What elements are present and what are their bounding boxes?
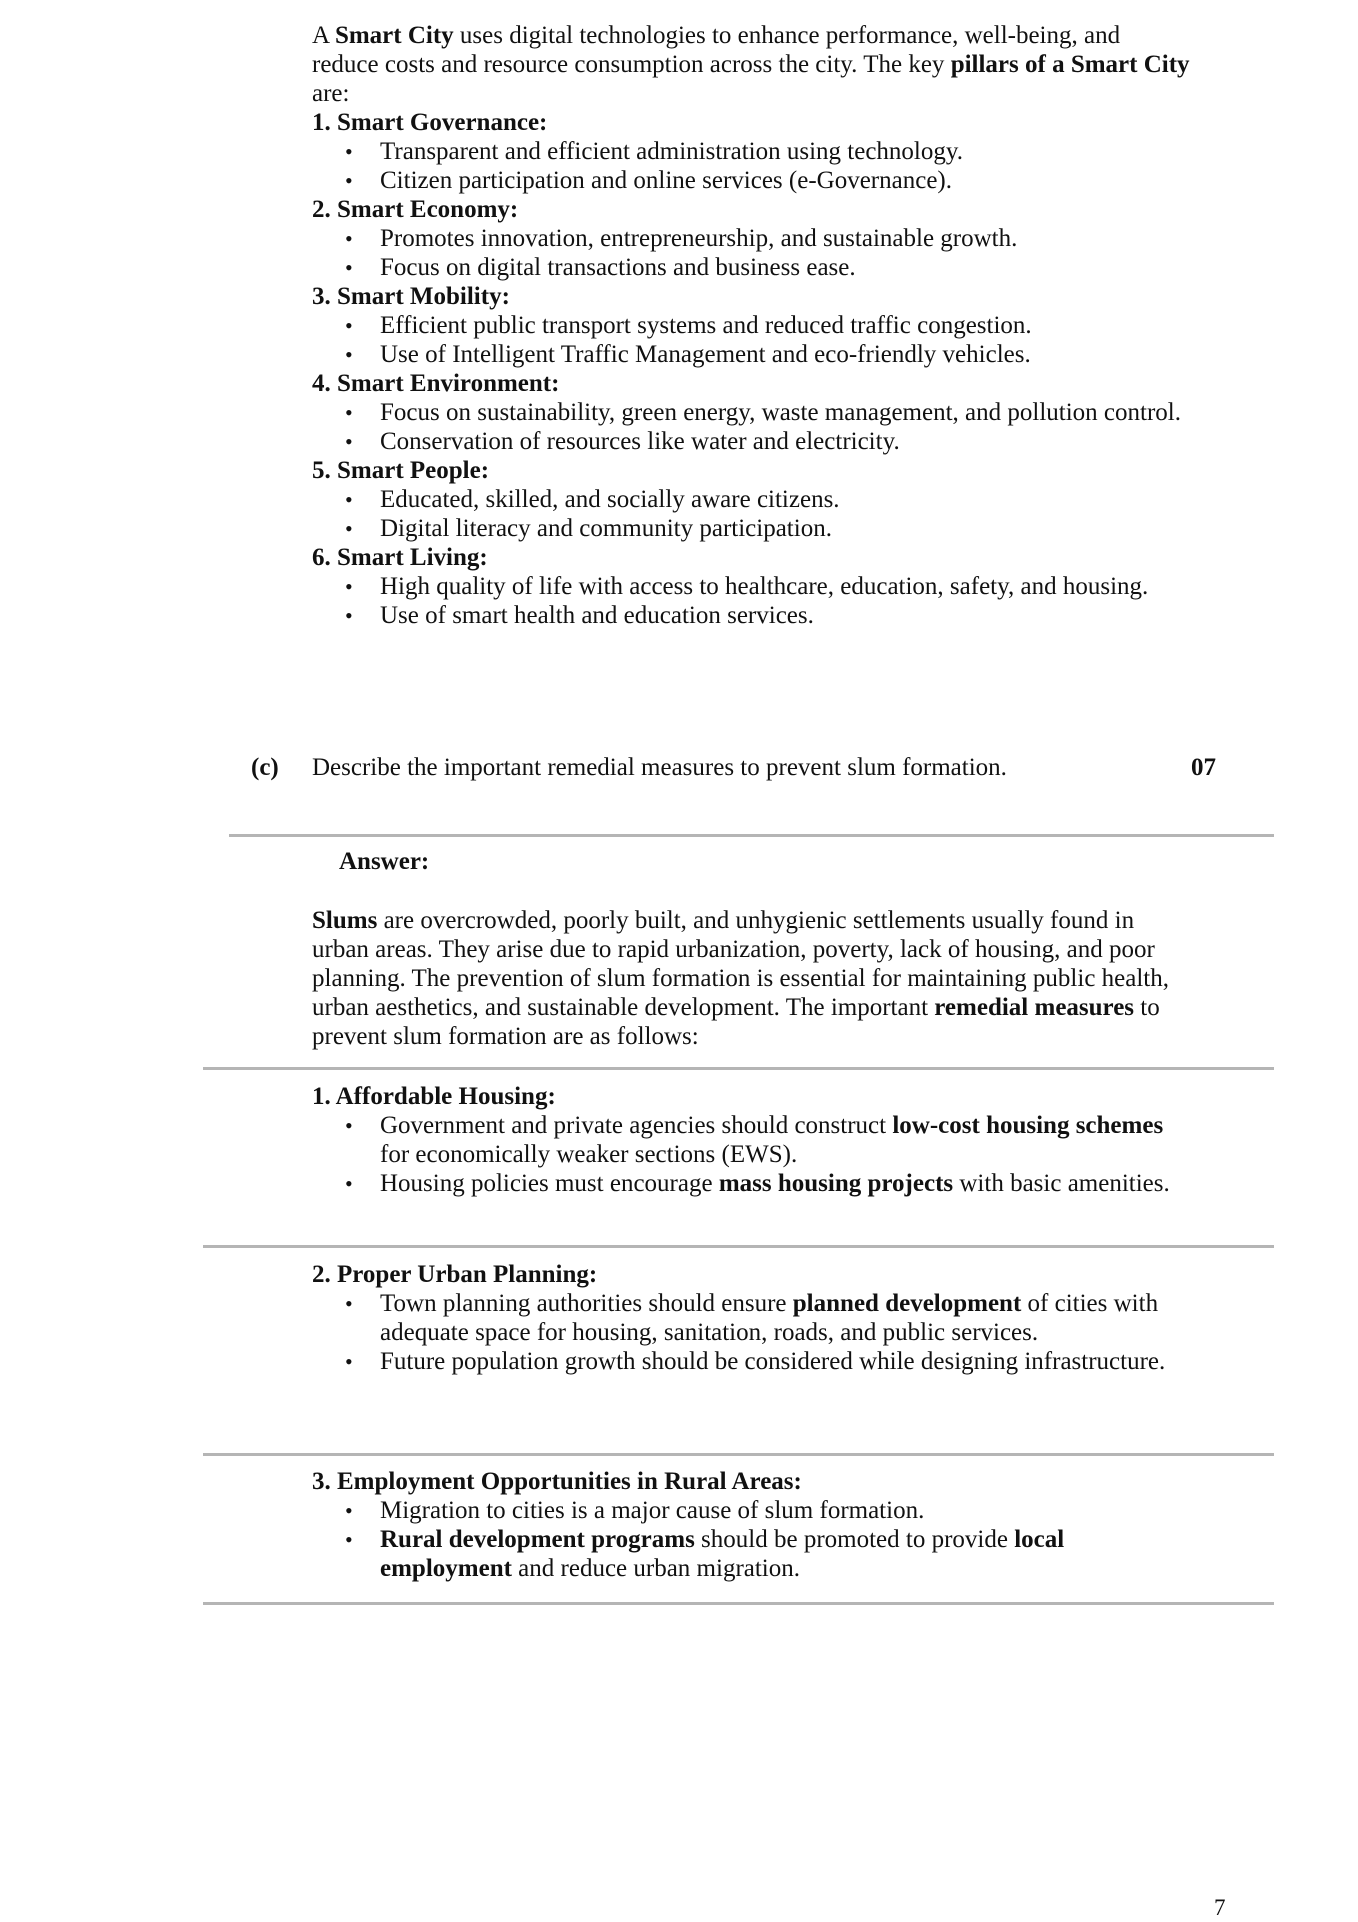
bold-text: mass housing projects — [718, 1170, 954, 1197]
section-heading: 1. Affordable Housing: — [312, 1083, 556, 1110]
text-run: should be promoted to provide — [694, 1526, 1015, 1553]
bullet-item — [312, 427, 1192, 456]
measure-section — [312, 1260, 1192, 1376]
bullet-item — [312, 137, 1192, 166]
answer-intro-paragraph — [312, 906, 1192, 1051]
text-run: Efficient public transport systems and reduced traffic congestion. — [380, 312, 1032, 339]
answer-intro — [312, 906, 1192, 1051]
bullet-item — [312, 1169, 1192, 1198]
text-run: Digital literacy and community participation. — [380, 515, 832, 542]
section-heading: 2. Smart Economy: — [312, 196, 519, 223]
divider — [203, 1602, 1274, 1605]
section-heading: 3. Employment Opportunities in Rural Areas: — [312, 1468, 802, 1495]
pillars-list — [312, 108, 1192, 630]
text-run: Citizen participation and online services (e-Governance). — [380, 167, 952, 194]
bullet-item — [312, 572, 1192, 601]
text-run: Focus on digital transactions and business ease. — [380, 254, 856, 281]
bullet-item — [312, 224, 1192, 253]
bullet-item — [312, 340, 1192, 369]
bullet-item — [312, 485, 1192, 514]
text-run: Housing policies must encourage — [380, 1170, 719, 1197]
text-run: Educated, skilled, and socially aware citizens. — [380, 486, 840, 513]
text-run: Transparent and efficient administration using technology. — [380, 138, 963, 165]
bold-text: local employment — [380, 1526, 1065, 1582]
bullet-list — [312, 1289, 1192, 1376]
bold-text: Smart City — [334, 22, 454, 49]
bold-text: pillars of a Smart City — [950, 51, 1190, 78]
smart-city-section — [312, 21, 1192, 630]
text-run: are: — [312, 80, 350, 107]
text-run: Town planning authorities should ensure — [380, 1290, 793, 1317]
bullet-list — [312, 485, 1192, 543]
text-run: High quality of life with access to healthcare, education, safety, and housing. — [380, 573, 1149, 600]
text-run: Focus on sustainability, green energy, waste management, and pollution control. — [380, 399, 1181, 426]
text-run: Future population growth should be considered while designing infrastructure. — [380, 1348, 1166, 1375]
text-run: with basic amenities. — [953, 1170, 1170, 1197]
bullet-list — [312, 1496, 1192, 1583]
bullet-item — [312, 1347, 1192, 1376]
text-run: A — [312, 22, 335, 49]
bold-text: remedial measures — [934, 994, 1135, 1021]
intro-paragraph — [312, 21, 1192, 108]
bullet-list — [312, 1111, 1192, 1198]
text-run: Use of smart health and education services. — [380, 602, 814, 629]
section-heading: 1. Smart Governance: — [312, 109, 548, 136]
text-run: to prevent slum formation are as follows: — [312, 994, 1160, 1050]
section-heading: 3. Smart Mobility: — [312, 283, 510, 310]
bold-text: Rural development programs — [380, 1526, 695, 1553]
bullet-item — [312, 1111, 1192, 1169]
bold-text: low-cost housing schemes — [892, 1112, 1164, 1139]
question-text: Describe the important remedial measures to prevent slum formation. — [312, 754, 1007, 781]
divider — [203, 1067, 1274, 1070]
text-run: Migration to cities is a major cause of slum formation. — [380, 1497, 925, 1524]
bullet-item — [312, 253, 1192, 282]
divider — [203, 1245, 1274, 1248]
bullet-item — [312, 311, 1192, 340]
bold-text: planned development — [792, 1290, 1022, 1317]
bullet-list — [312, 224, 1192, 282]
question-marks: 07 — [1191, 754, 1216, 781]
text-run: uses digital technologies to enhance performance, well-being, and reduce costs and resource consumption across the city. The key — [312, 22, 1121, 78]
bullet-item — [312, 601, 1192, 630]
section-heading: 4. Smart Environment: — [312, 370, 560, 397]
bold-text: Slums — [312, 907, 378, 934]
text-run: Conservation of resources like water and electricity. — [380, 428, 900, 455]
divider — [203, 1453, 1274, 1456]
bullet-list — [312, 137, 1192, 195]
bullet-item — [312, 1496, 1192, 1525]
section-heading: 2. Proper Urban Planning: — [312, 1261, 598, 1288]
divider — [229, 834, 1274, 837]
bullet-list — [312, 398, 1192, 456]
section-heading: 6. Smart Living: — [312, 544, 488, 571]
text-run: for economically weaker sections (EWS). — [380, 1141, 798, 1168]
measure-section — [312, 1467, 1192, 1583]
measure-section — [312, 1082, 1192, 1198]
question-label: (c) — [251, 754, 279, 781]
page-number: 7 — [1214, 1895, 1226, 1920]
bullet-list — [312, 572, 1192, 630]
bullet-list — [312, 311, 1192, 369]
text-run: Promotes innovation, entrepreneurship, and sustainable growth. — [380, 225, 1018, 252]
text-run: Government and private agencies should construct — [380, 1112, 893, 1139]
bullet-item — [312, 398, 1192, 427]
text-run: Use of Intelligent Traffic Management and eco-friendly vehicles. — [380, 341, 1031, 368]
bullet-item — [312, 1289, 1192, 1347]
bullet-item — [312, 166, 1192, 195]
bullet-item — [312, 514, 1192, 543]
text-run: of cities with adequate space for housing, sanitation, roads, and public services. — [380, 1290, 1159, 1346]
text-run: are overcrowded, poorly built, and unhygienic settlements usually found in urban areas. They arise due to rapid urbanization, poverty, lack of housing, and poor planning. The prevention of slum formation is essential for maintaining public health, urban aesthetics, and sustainable development. The important — [312, 907, 1169, 1021]
bullet-item — [312, 1525, 1192, 1583]
answer-label: Answer: — [339, 848, 430, 875]
text-run: and reduce urban migration. — [511, 1555, 801, 1582]
section-heading: 5. Smart People: — [312, 457, 490, 484]
